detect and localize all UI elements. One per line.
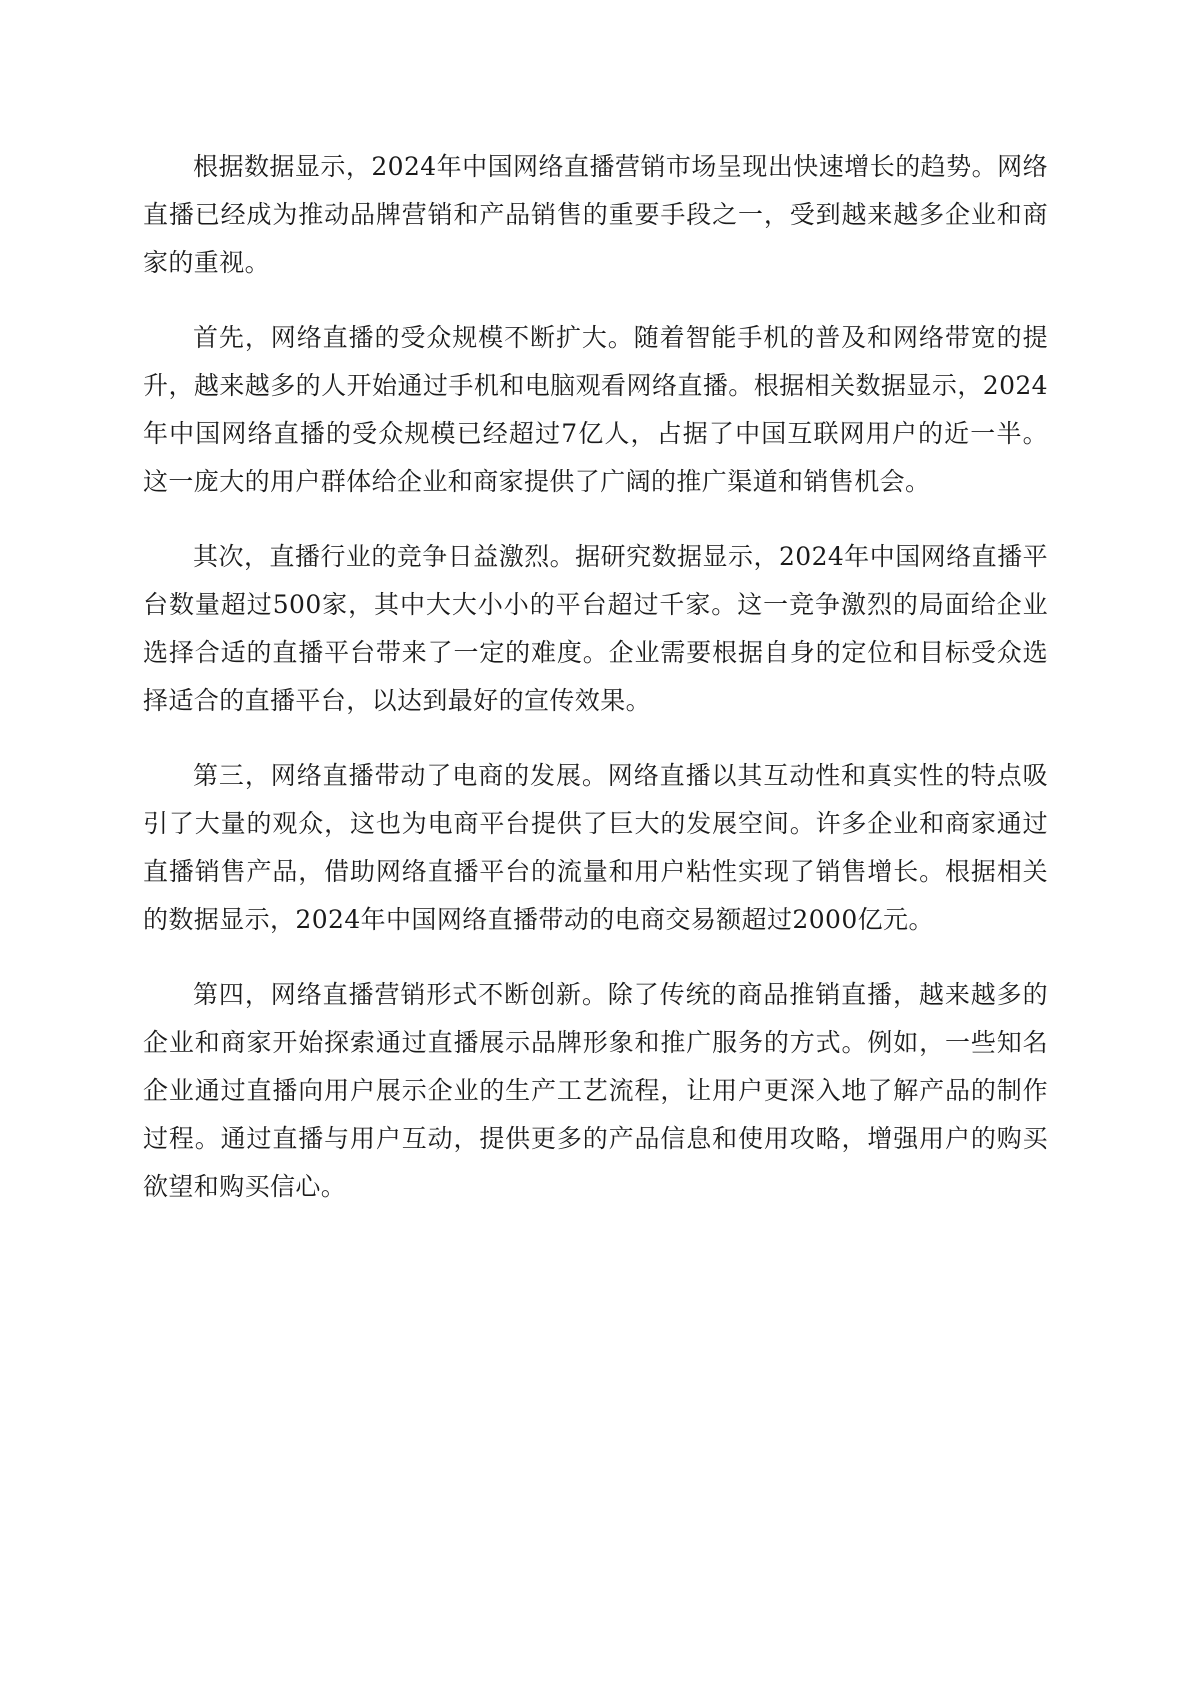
paragraph-third-point: 第三，网络直播带动了电商的发展。网络直播以其互动性和真实性的特点吸引了大量的观众，这也为电商平台提供了巨大的发展空间。许多企业和商家通过直播销售产品，借助网络直播平台的流量和用户粘性实现了销售增长。根据相关的数据显示，2024年中国网络直播带动的电商交易额超过2000亿元。 [143, 761, 1048, 934]
paragraph-intro: 根据数据显示，2024年中国网络直播营销市场呈现出快速增长的趋势。网络直播已经成为推动品牌营销和产品销售的重要手段之一，受到越来越多企业和商家的重视。 [143, 152, 1048, 277]
paragraph-fourth-point: 第四，网络直播营销形式不断创新。除了传统的商品推销直播，越来越多的企业和商家开始探索通过直播展示品牌形象和推广服务的方式。例如，一些知名企业通过直播向用户展示企业的生产工艺流程，让用户更深入地了解产品的制作过程。通过直播与用户互动，提供更多的产品信息和使用攻略，增强用户的购买欲望和购买信心。 [143, 980, 1048, 1201]
document-body [143, 143, 1048, 1238]
paragraph-second-point: 其次，直播行业的竞争日益激烈。据研究数据显示，2024年中国网络直播平台数量超过500家，其中大大小小的平台超过千家。这一竞争激烈的局面给企业选择合适的直播平台带来了一定的难度。企业需要根据自身的定位和目标受众选择适合的直播平台，以达到最好的宣传效果。 [143, 542, 1048, 715]
paragraph-first-point: 首先，网络直播的受众规模不断扩大。随着智能手机的普及和网络带宽的提升，越来越多的人开始通过手机和电脑观看网络直播。根据相关数据显示，2024年中国网络直播的受众规模已经超过7亿人，占据了中国互联网用户的近一半。这一庞大的用户群体给企业和商家提供了广阔的推广渠道和销售机会。 [143, 323, 1048, 496]
